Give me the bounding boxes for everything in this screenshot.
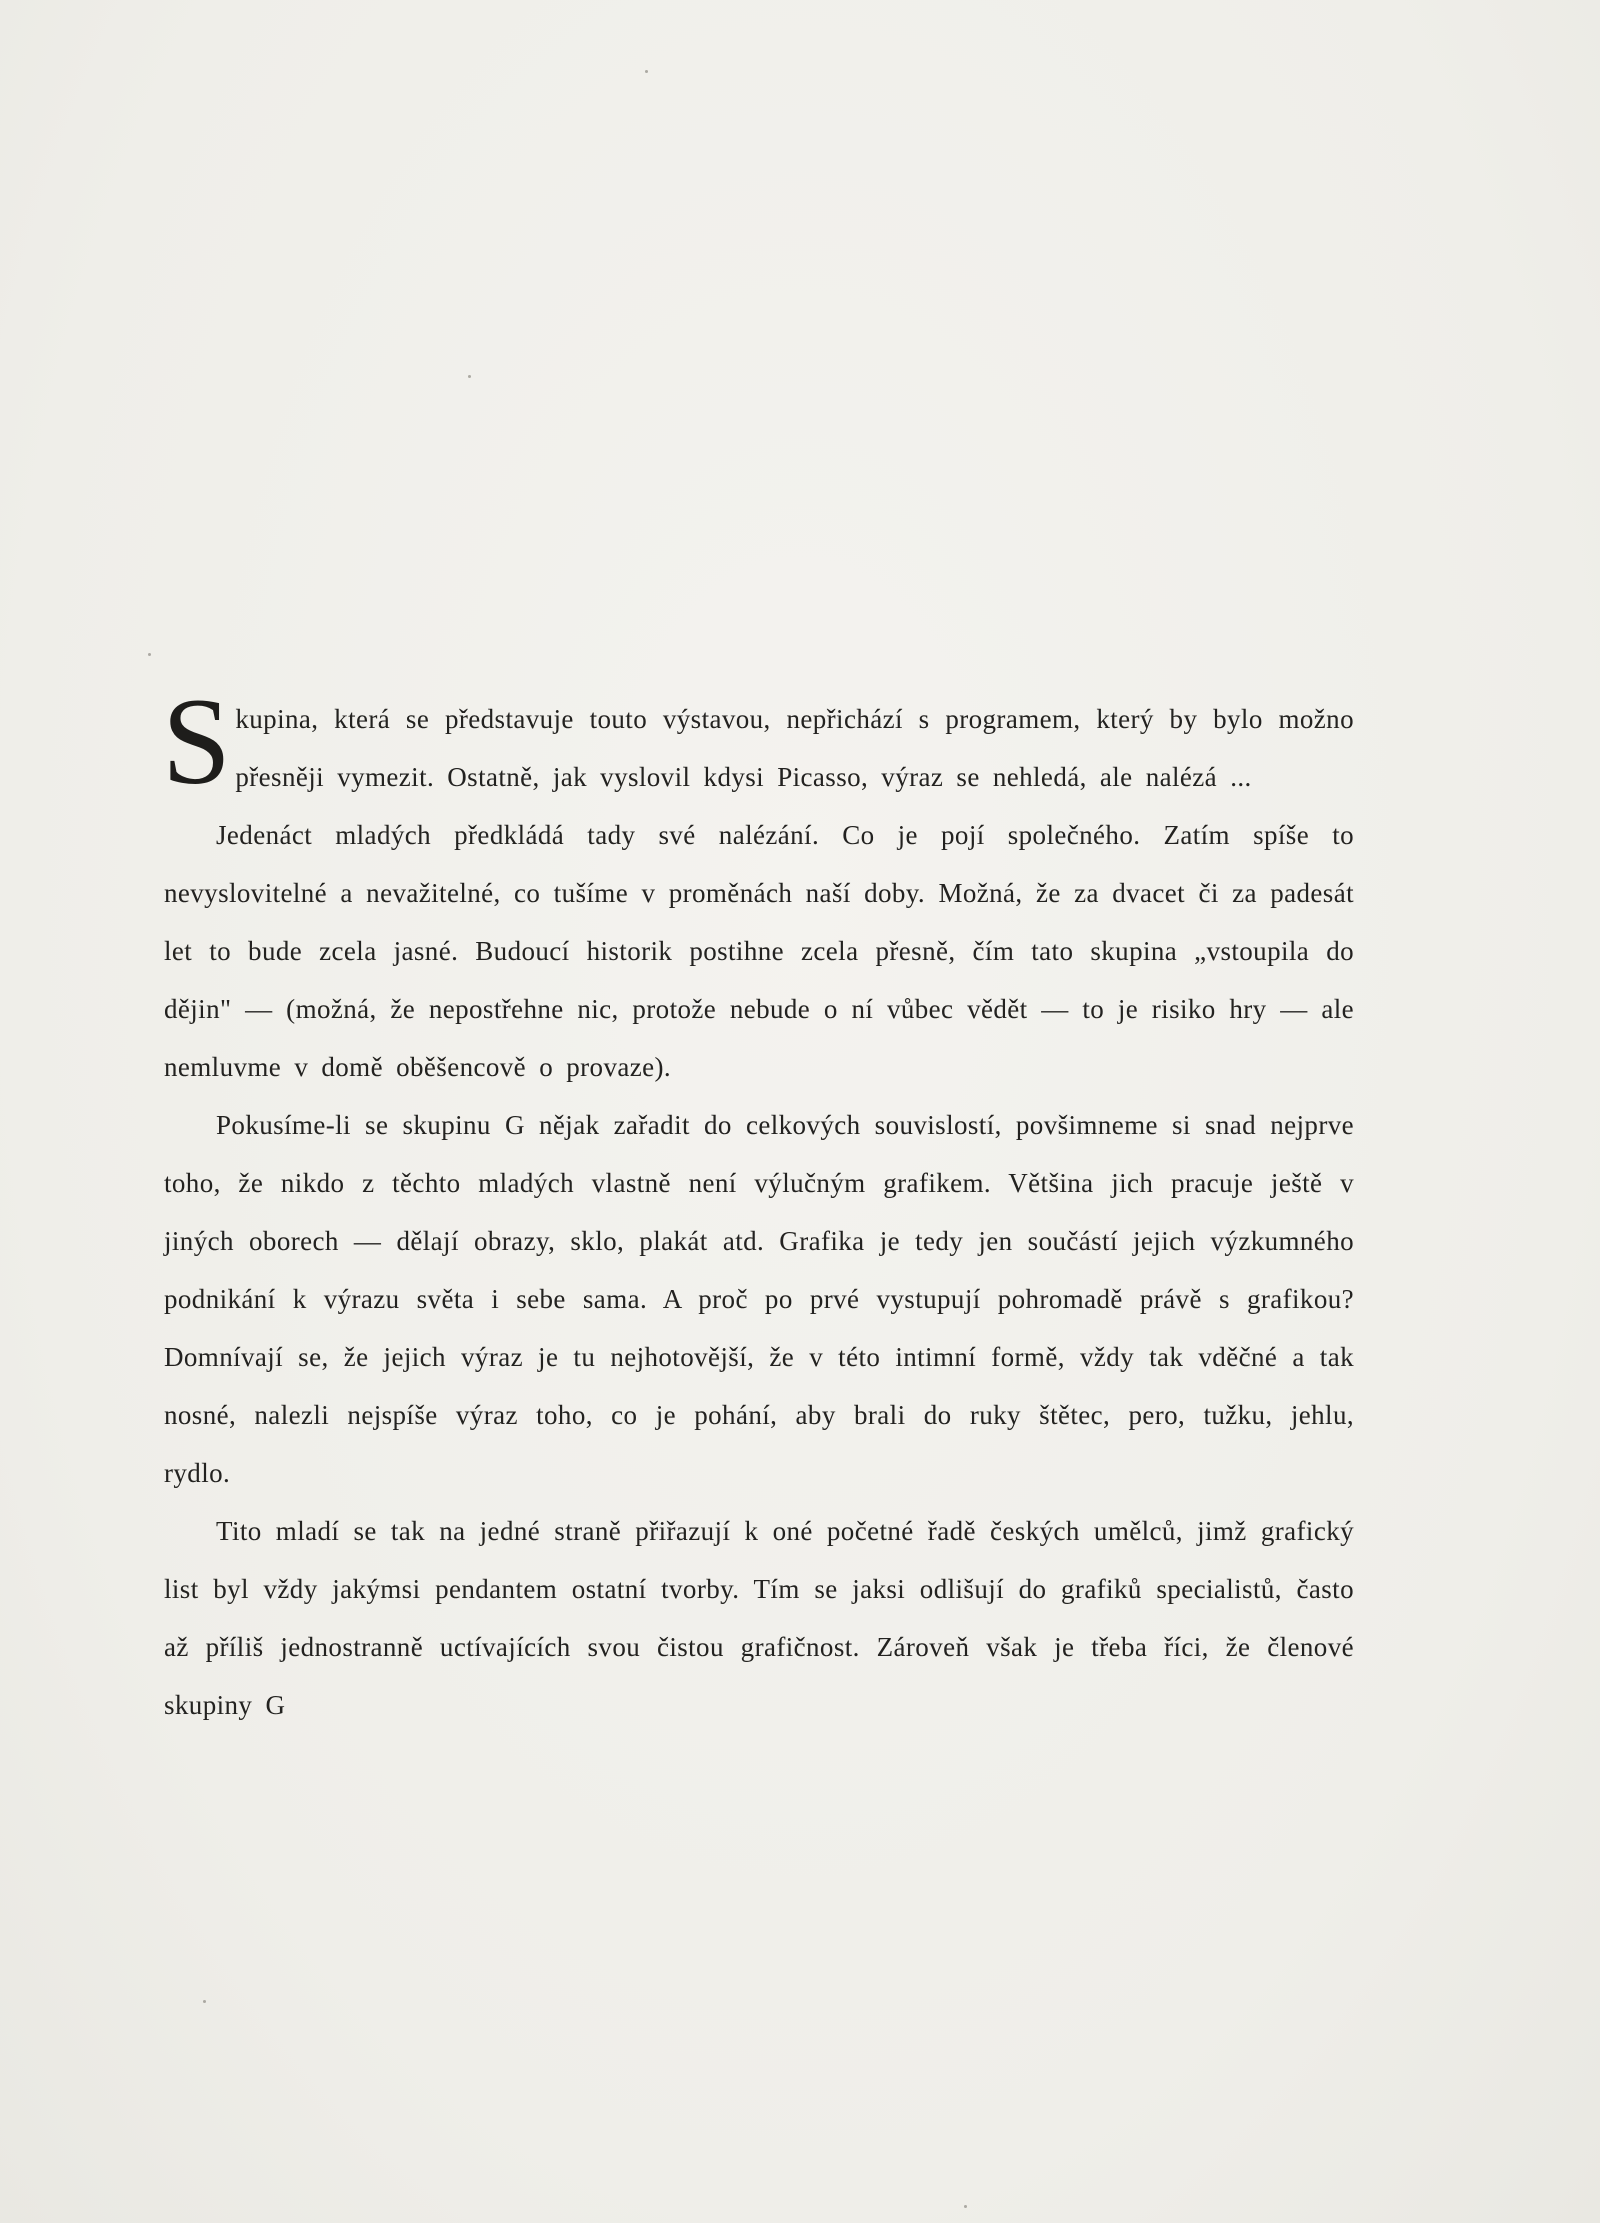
paper-speck (645, 70, 648, 73)
paper-speck (964, 2205, 967, 2208)
drop-cap-initial: S (162, 673, 232, 810)
paragraph-1-text: kupina, která se představuje touto výstavou, nepřichází s programem, který by bylo možno přesněji vymezit. Ostatně, jak vyslovil kdysi Picasso, výraz se nehledá, ale nalézá ... (235, 704, 1354, 792)
paper-speck (468, 375, 471, 378)
paragraph-3: Pokusíme-li se skupinu G nějak zařadit do celkových souvislostí, povšimneme si snad nejprve toho, že nikdo z těchto mladých vlastně není výlučným grafikem. Většina jich pracuje ještě v jiných oborech — dělají obrazy, sklo, plakát atd. Grafika je tedy jen součástí jejich výzkumného podnikání k výrazu světa i sebe sama. A proč po prvé vystupují pohromadě právě s grafikou? Domnívají se, že jejich výraz je tu nejhotovější, že v této intimní formě, vždy tak vděčné a tak nosné, nalezli nejspíše výraz toho, co je pohání, aby brali do ruky štětec, pero, tužku, jehlu, rydlo. (164, 1110, 1354, 1488)
paragraph-1 (162, 673, 1354, 810)
paper-speck (203, 2000, 206, 2003)
paper-speck (148, 653, 151, 656)
paragraph-2: Jedenáct mladých předkládá tady své nalézání. Co je pojí společného. Zatím spíše to nevyslovitelné a nevažitelné, co tušíme v proměnách naší doby. Možná, že za dvacet či za padesát let to bude zcela jasné. Budoucí historik postihne zcela přesně, čím tato skupina „vstoupila do dějin" — (možná, že nepostřehne nic, protože nebude o ní vůbec vědět — to je risiko hry — ale nemluvme v domě oběšencově o provaze). (164, 820, 1354, 1082)
paragraph-4: Tito mladí se tak na jedné straně přiřazují k oné početné řadě českých umělců, jimž grafický list byl vždy jakýmsi pendantem ostatní tvorby. Tím se jaksi odlišují do grafiků specialistů, často až příliš jednostranně uctívajících svou čistou grafičnost. Zároveň však je třeba říci, že členové skupiny G (164, 1516, 1354, 1720)
body-text (162, 673, 1354, 1734)
